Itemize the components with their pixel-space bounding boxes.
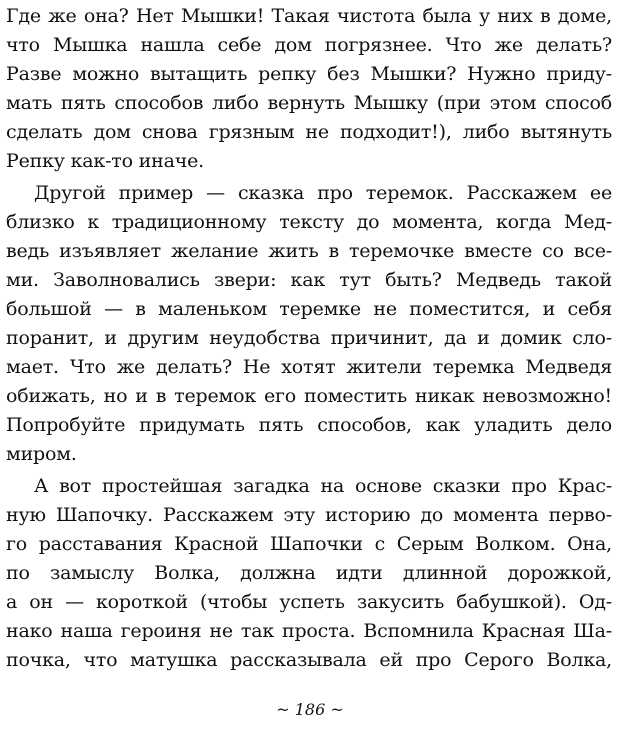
- text-line: ведь изъявляет желание жить в теремочке вместе со все-: [6, 240, 612, 262]
- text-line: Разве можно вытащить репку без Мышки? Нужно приду-: [6, 63, 612, 85]
- text-line: Где же она? Нет Мышки! Такая чистота была у них в доме,: [6, 5, 612, 27]
- text-line: Попробуйте придумать пять способов, как уладить дело: [6, 414, 612, 436]
- text-line: мает. Что же делать? Не хотят жители теремка Медведя: [6, 356, 612, 378]
- text-line: почка, что матушка рассказывала ей про Серого Волка,: [6, 649, 612, 671]
- text-line: го расставания Красной Шапочки с Серым Волком. Она,: [6, 533, 612, 555]
- text-line: а он — короткой (чтобы успеть закусить бабушкой). Од-: [6, 591, 612, 613]
- text-line: ную Шапочку. Расскажем эту историю до момента перво-: [6, 504, 612, 526]
- text-line: что Мышка нашла себе дом погрязнее. Что же делать?: [6, 34, 612, 56]
- text-line: большой — в маленьком теремке не поместится, и себя: [6, 298, 612, 320]
- text-line: миром.: [6, 443, 77, 465]
- text-line: близко к традиционному тексту до момента, когда Мед-: [6, 211, 612, 233]
- page-number: ~ 186 ~: [276, 700, 344, 719]
- text-line: обижать, но и в теремок его поместить никак невозможно!: [6, 385, 612, 407]
- text-line: ми. Заволновались звери: как тут быть? Медведь такой: [6, 269, 612, 291]
- text-line: поранит, и другим неудобства причинит, да и домик сло-: [6, 327, 612, 349]
- text-line: сделать дом снова грязным не подходит!), либо вытянуть: [6, 121, 612, 143]
- text-line: нако наша героиня не так проста. Вспомнила Красная Ша-: [6, 620, 612, 642]
- text-line: Другой пример — сказка про теремок. Расскажем ее: [34, 182, 612, 204]
- text-line: Репку как-то иначе.: [6, 150, 204, 172]
- text-line: мать пять способов либо вернуть Мышку (при этом способ: [6, 92, 612, 114]
- text-line: по замыслу Волка, должна идти длинной дорожкой,: [6, 562, 612, 584]
- text-line: А вот простейшая загадка на основе сказки про Крас-: [34, 475, 612, 497]
